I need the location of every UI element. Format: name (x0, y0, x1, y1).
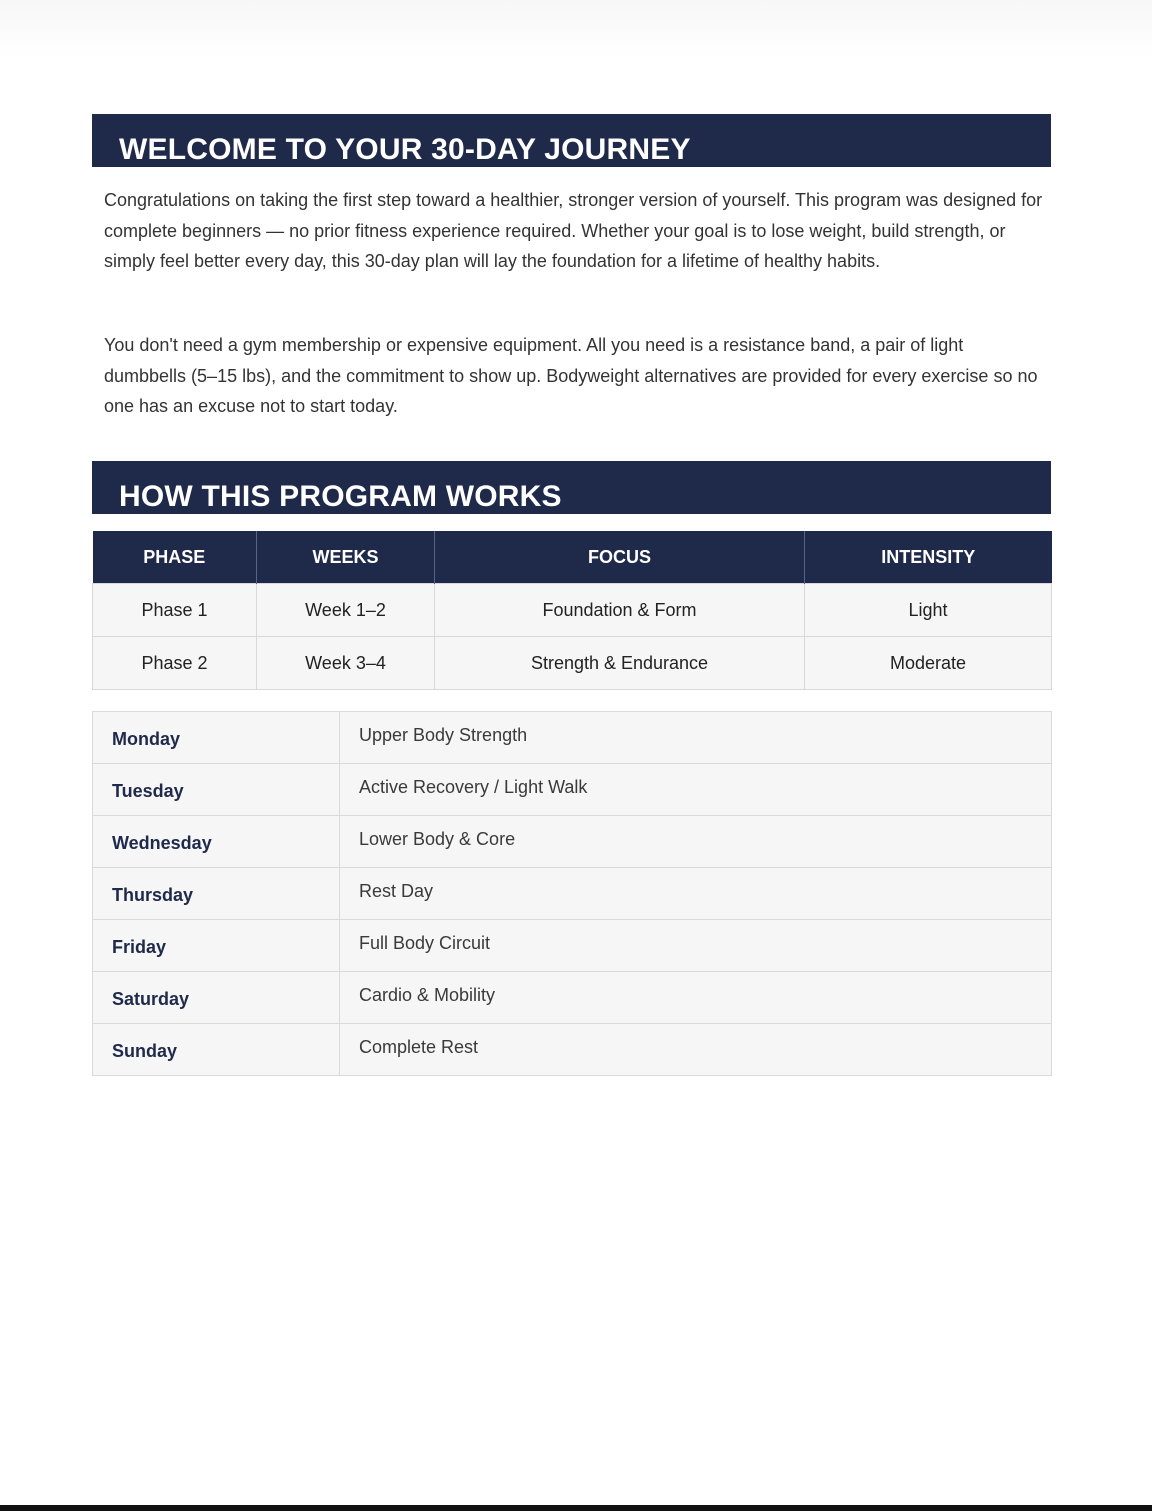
welcome-title: WELCOME TO YOUR 30-DAY JOURNEY (119, 133, 691, 166)
intensity-cell: Light (805, 584, 1052, 637)
table-row (93, 637, 1052, 690)
table-row (93, 712, 1052, 764)
table-row (93, 920, 1052, 972)
day-cell: Thursday (93, 868, 340, 920)
welcome-section-header (92, 114, 1051, 167)
program-section-header (92, 461, 1051, 514)
activity-cell: Lower Body & Core (340, 816, 1052, 868)
weeks-column-header: WEEKS (257, 531, 435, 584)
activity-cell: Full Body Circuit (340, 920, 1052, 972)
activity-cell: Cardio & Mobility (340, 972, 1052, 1024)
phase-table (92, 531, 1052, 690)
focus-cell: Foundation & Form (435, 584, 805, 637)
intensity-column-header: INTENSITY (805, 531, 1052, 584)
phase-cell: Phase 1 (93, 584, 257, 637)
day-cell: Sunday (93, 1024, 340, 1076)
table-row (93, 1024, 1052, 1076)
table-row (93, 816, 1052, 868)
activity-cell: Complete Rest (340, 1024, 1052, 1076)
day-cell: Friday (93, 920, 340, 972)
activity-cell: Upper Body Strength (340, 712, 1052, 764)
intensity-cell: Moderate (805, 637, 1052, 690)
phase-table-header-row (93, 531, 1052, 584)
focus-column-header: FOCUS (435, 531, 805, 584)
table-row (93, 764, 1052, 816)
day-cell: Saturday (93, 972, 340, 1024)
page-top-shade (0, 0, 1152, 60)
program-title: HOW THIS PROGRAM WORKS (119, 480, 562, 513)
table-row (93, 584, 1052, 637)
phase-cell: Phase 2 (93, 637, 257, 690)
day-cell: Monday (93, 712, 340, 764)
intro-paragraph-1: Congratulations on taking the first step toward a healthier, stronger version of yourself. This program was designed for complete beginners — no prior fitness experience required. Whether your goal is to lose weight, build strength, or simply feel better every day, this 30-day plan will lay the foundation for a lifetime of healthy habits. (104, 190, 1043, 272)
weeks-cell: Week 1–2 (257, 584, 435, 637)
day-cell: Tuesday (93, 764, 340, 816)
intro-paragraph-2: You don't need a gym membership or expensive equipment. All you need is a resistance band, a pair of light dumbbells (5–15 lbs), and the commitment to show up. Bodyweight alternatives are provided for every exercise so no one has an excuse not to start today. (104, 335, 1038, 417)
day-cell: Wednesday (93, 816, 340, 868)
phase-column-header: PHASE (93, 531, 257, 584)
table-row (93, 972, 1052, 1024)
weekly-schedule-table (92, 711, 1052, 1076)
activity-cell: Rest Day (340, 868, 1052, 920)
bottom-edge-bar (0, 1505, 1152, 1511)
weeks-cell: Week 3–4 (257, 637, 435, 690)
focus-cell: Strength & Endurance (435, 637, 805, 690)
table-row (93, 868, 1052, 920)
activity-cell: Active Recovery / Light Walk (340, 764, 1052, 816)
